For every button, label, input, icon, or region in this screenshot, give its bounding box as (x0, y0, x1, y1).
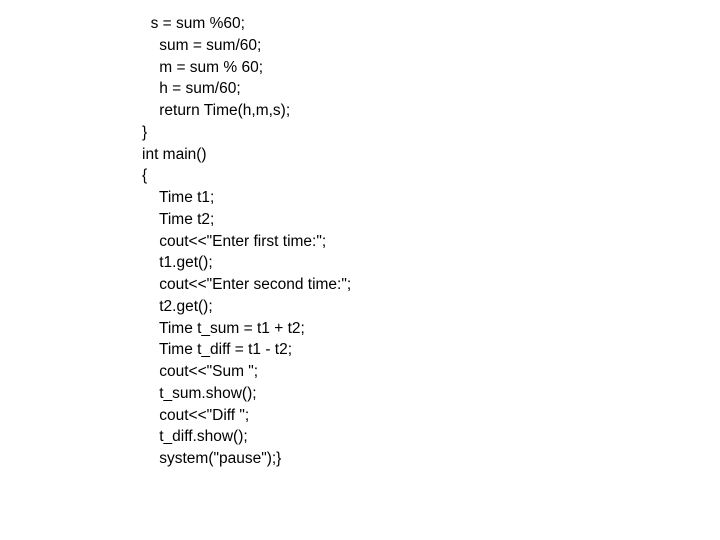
code-line: t_sum.show(); (142, 384, 257, 402)
code-line: h = sum/60; (142, 80, 241, 98)
code-line: system("pause");} (142, 450, 282, 467)
code-line: cout<<"Enter second time:"; (142, 276, 352, 293)
code-line: cout<<"Enter first time:"; (142, 232, 327, 250)
code-line: cout<<"Diff "; (142, 406, 250, 424)
code-line: t2.get(); (142, 297, 213, 315)
code-line: m = sum % 60; (142, 58, 264, 76)
code-line: sum = sum/60; (142, 36, 262, 54)
code-line: Time t1; (142, 189, 215, 206)
code-line: t1.get(); (142, 254, 213, 272)
code-line: Time t_sum = t1 + t2; (142, 319, 305, 337)
code-line: Time t_diff = t1 - t2; (142, 341, 293, 359)
code-line: int main() (142, 145, 207, 163)
code-line: return Time(h,m,s); (142, 102, 291, 119)
code-line: s = sum %60; (142, 15, 245, 32)
code-line: { (142, 167, 148, 185)
code-line: cout<<"Sum "; (142, 363, 259, 380)
code-line: } (142, 123, 148, 141)
code-line: Time t2; (142, 210, 215, 228)
code-block (142, 13, 351, 470)
code-line: t_diff.show(); (142, 428, 248, 446)
